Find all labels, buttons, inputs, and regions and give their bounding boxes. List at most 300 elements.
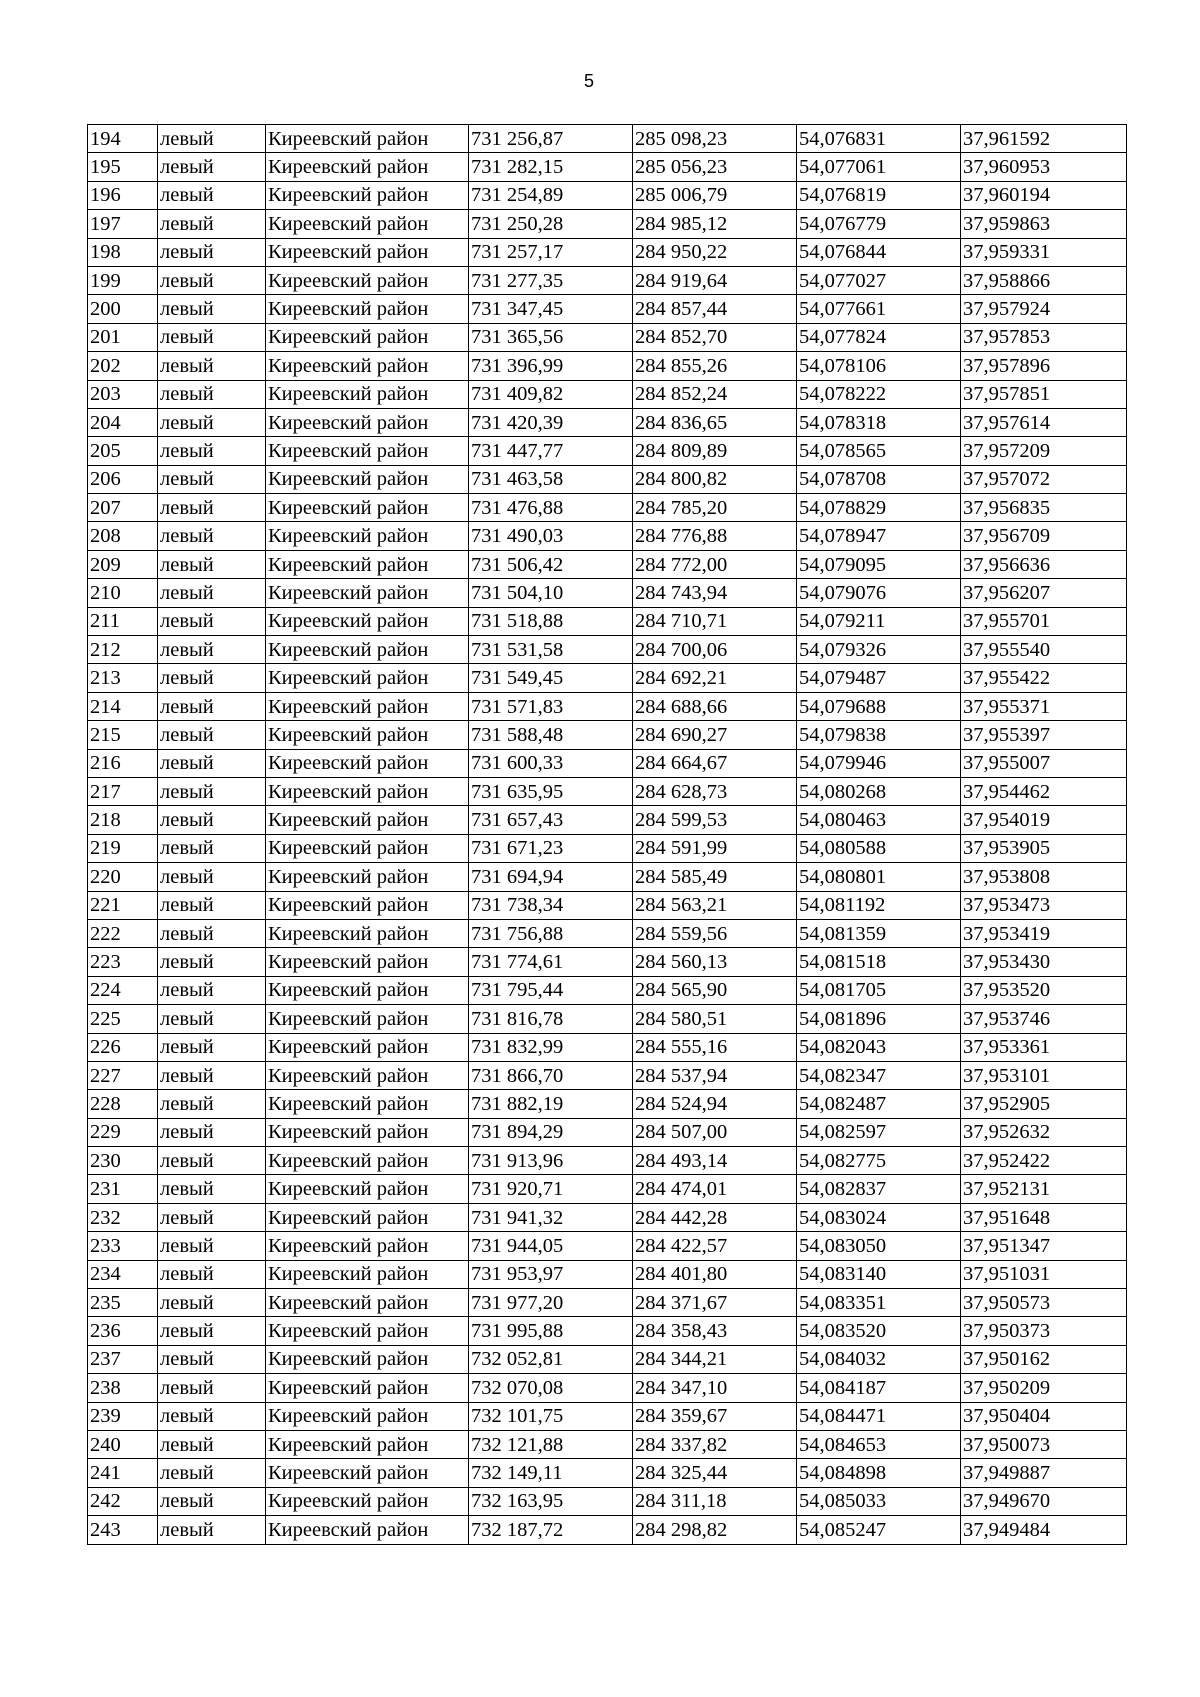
cell-district: Киреевский район — [266, 1289, 469, 1317]
cell-latitude: 54,085033 — [797, 1487, 961, 1515]
cell-district: Киреевский район — [266, 295, 469, 323]
cell-longitude: 37,957896 — [961, 352, 1127, 380]
table-row — [88, 238, 1127, 266]
cell-number: 242 — [88, 1487, 158, 1515]
cell-latitude: 54,084898 — [797, 1459, 961, 1487]
cell-x: 731 866,70 — [469, 1061, 633, 1089]
cell-district: Киреевский район — [266, 636, 469, 664]
cell-number: 234 — [88, 1260, 158, 1288]
cell-district: Киреевский район — [266, 125, 469, 153]
cell-x: 731 447,77 — [469, 437, 633, 465]
cell-x: 732 070,08 — [469, 1374, 633, 1402]
table-row — [88, 976, 1127, 1004]
cell-number: 210 — [88, 579, 158, 607]
table-row — [88, 1033, 1127, 1061]
cell-number: 198 — [88, 238, 158, 266]
cell-x: 731 657,43 — [469, 806, 633, 834]
cell-side: левый — [158, 1005, 266, 1033]
cell-y: 284 565,90 — [633, 976, 797, 1004]
cell-district: Киреевский район — [266, 777, 469, 805]
cell-district: Киреевский район — [266, 919, 469, 947]
cell-number: 228 — [88, 1090, 158, 1118]
table-row — [88, 1175, 1127, 1203]
cell-y: 284 836,65 — [633, 408, 797, 436]
table-row — [88, 1459, 1127, 1487]
cell-latitude: 54,081192 — [797, 891, 961, 919]
table-row — [88, 1402, 1127, 1430]
cell-x: 731 832,99 — [469, 1033, 633, 1061]
cell-number: 207 — [88, 494, 158, 522]
cell-number: 241 — [88, 1459, 158, 1487]
cell-latitude: 54,081359 — [797, 919, 961, 947]
cell-district: Киреевский район — [266, 238, 469, 266]
cell-side: левый — [158, 181, 266, 209]
cell-x: 731 977,20 — [469, 1289, 633, 1317]
cell-number: 232 — [88, 1203, 158, 1231]
cell-number: 226 — [88, 1033, 158, 1061]
cell-longitude: 37,953419 — [961, 919, 1127, 947]
cell-side: левый — [158, 210, 266, 238]
cell-side: левый — [158, 153, 266, 181]
cell-latitude: 54,078829 — [797, 494, 961, 522]
cell-latitude: 54,077661 — [797, 295, 961, 323]
cell-latitude: 54,080801 — [797, 863, 961, 891]
cell-longitude: 37,953430 — [961, 948, 1127, 976]
cell-side: левый — [158, 125, 266, 153]
table-row — [88, 1317, 1127, 1345]
cell-district: Киреевский район — [266, 408, 469, 436]
cell-side: левый — [158, 1345, 266, 1373]
cell-y: 284 800,82 — [633, 465, 797, 493]
table-row — [88, 408, 1127, 436]
cell-district: Киреевский район — [266, 323, 469, 351]
cell-side: левый — [158, 323, 266, 351]
cell-side: левый — [158, 550, 266, 578]
cell-x: 731 282,15 — [469, 153, 633, 181]
cell-longitude: 37,957614 — [961, 408, 1127, 436]
cell-y: 284 628,73 — [633, 777, 797, 805]
cell-y: 285 098,23 — [633, 125, 797, 153]
cell-side: левый — [158, 1033, 266, 1061]
cell-longitude: 37,957853 — [961, 323, 1127, 351]
cell-x: 731 531,58 — [469, 636, 633, 664]
cell-number: 240 — [88, 1430, 158, 1458]
cell-side: левый — [158, 1487, 266, 1515]
cell-district: Киреевский район — [266, 1487, 469, 1515]
cell-district: Киреевский район — [266, 1232, 469, 1260]
cell-x: 731 600,33 — [469, 749, 633, 777]
cell-latitude: 54,076831 — [797, 125, 961, 153]
cell-x: 731 365,56 — [469, 323, 633, 351]
cell-district: Киреевский район — [266, 1005, 469, 1033]
cell-number: 225 — [88, 1005, 158, 1033]
cell-longitude: 37,959331 — [961, 238, 1127, 266]
cell-x: 731 504,10 — [469, 579, 633, 607]
cell-number: 239 — [88, 1402, 158, 1430]
cell-side: левый — [158, 664, 266, 692]
cell-side: левый — [158, 494, 266, 522]
cell-side: левый — [158, 380, 266, 408]
table-row — [88, 579, 1127, 607]
cell-district: Киреевский район — [266, 692, 469, 720]
cell-latitude: 54,077824 — [797, 323, 961, 351]
cell-y: 284 580,51 — [633, 1005, 797, 1033]
table-row — [88, 210, 1127, 238]
cell-latitude: 54,079946 — [797, 749, 961, 777]
cell-y: 284 493,14 — [633, 1147, 797, 1175]
cell-number: 218 — [88, 806, 158, 834]
cell-number: 230 — [88, 1147, 158, 1175]
cell-latitude: 54,083520 — [797, 1317, 961, 1345]
cell-longitude: 37,955701 — [961, 607, 1127, 635]
cell-side: левый — [158, 1459, 266, 1487]
cell-x: 731 995,88 — [469, 1317, 633, 1345]
cell-longitude: 37,955371 — [961, 692, 1127, 720]
cell-y: 284 563,21 — [633, 891, 797, 919]
cell-longitude: 37,960953 — [961, 153, 1127, 181]
cell-longitude: 37,953746 — [961, 1005, 1127, 1033]
cell-latitude: 54,078947 — [797, 522, 961, 550]
cell-latitude: 54,082775 — [797, 1147, 961, 1175]
cell-side: левый — [158, 721, 266, 749]
cell-number: 196 — [88, 181, 158, 209]
cell-y: 284 422,57 — [633, 1232, 797, 1260]
cell-latitude: 54,077027 — [797, 266, 961, 294]
cell-longitude: 37,954462 — [961, 777, 1127, 805]
cell-y: 284 688,66 — [633, 692, 797, 720]
cell-x: 731 920,71 — [469, 1175, 633, 1203]
cell-x: 732 101,75 — [469, 1402, 633, 1430]
cell-longitude: 37,951347 — [961, 1232, 1127, 1260]
cell-y: 284 692,21 — [633, 664, 797, 692]
cell-latitude: 54,080588 — [797, 834, 961, 862]
cell-y: 284 555,16 — [633, 1033, 797, 1061]
cell-x: 731 795,44 — [469, 976, 633, 1004]
cell-side: левый — [158, 1118, 266, 1146]
table-row — [88, 125, 1127, 153]
cell-side: левый — [158, 437, 266, 465]
table-row — [88, 664, 1127, 692]
cell-x: 732 187,72 — [469, 1516, 633, 1544]
table-row — [88, 607, 1127, 635]
cell-district: Киреевский район — [266, 1402, 469, 1430]
cell-number: 203 — [88, 380, 158, 408]
cell-x: 731 506,42 — [469, 550, 633, 578]
cell-longitude: 37,955540 — [961, 636, 1127, 664]
cell-longitude: 37,950573 — [961, 1289, 1127, 1317]
cell-latitude: 54,079688 — [797, 692, 961, 720]
table-row — [88, 1430, 1127, 1458]
cell-number: 199 — [88, 266, 158, 294]
cell-longitude: 37,957209 — [961, 437, 1127, 465]
cell-longitude: 37,955007 — [961, 749, 1127, 777]
cell-number: 206 — [88, 465, 158, 493]
cell-longitude: 37,950404 — [961, 1402, 1127, 1430]
cell-district: Киреевский район — [266, 863, 469, 891]
cell-side: левый — [158, 1061, 266, 1089]
cell-longitude: 37,949670 — [961, 1487, 1127, 1515]
cell-y: 284 690,27 — [633, 721, 797, 749]
cell-y: 284 474,01 — [633, 1175, 797, 1203]
table-row — [88, 919, 1127, 947]
cell-number: 238 — [88, 1374, 158, 1402]
cell-longitude: 37,955397 — [961, 721, 1127, 749]
table-row — [88, 1005, 1127, 1033]
cell-y: 284 809,89 — [633, 437, 797, 465]
cell-longitude: 37,953808 — [961, 863, 1127, 891]
cell-latitude: 54,079211 — [797, 607, 961, 635]
cell-longitude: 37,957924 — [961, 295, 1127, 323]
cell-district: Киреевский район — [266, 437, 469, 465]
cell-latitude: 54,082837 — [797, 1175, 961, 1203]
cell-latitude: 54,083351 — [797, 1289, 961, 1317]
cell-number: 237 — [88, 1345, 158, 1373]
cell-x: 731 476,88 — [469, 494, 633, 522]
table-row — [88, 1203, 1127, 1231]
cell-x: 732 121,88 — [469, 1430, 633, 1458]
table-row — [88, 465, 1127, 493]
cell-side: левый — [158, 806, 266, 834]
cell-x: 731 941,32 — [469, 1203, 633, 1231]
table-row — [88, 437, 1127, 465]
cell-latitude: 54,078318 — [797, 408, 961, 436]
cell-y: 284 985,12 — [633, 210, 797, 238]
cell-y: 284 776,88 — [633, 522, 797, 550]
table-row — [88, 181, 1127, 209]
cell-y: 284 700,06 — [633, 636, 797, 664]
cell-x: 731 250,28 — [469, 210, 633, 238]
cell-x: 731 588,48 — [469, 721, 633, 749]
table-row — [88, 1061, 1127, 1089]
cell-number: 212 — [88, 636, 158, 664]
cell-x: 731 277,35 — [469, 266, 633, 294]
cell-x: 731 894,29 — [469, 1118, 633, 1146]
cell-side: левый — [158, 749, 266, 777]
cell-district: Киреевский район — [266, 550, 469, 578]
cell-latitude: 54,078565 — [797, 437, 961, 465]
cell-x: 732 149,11 — [469, 1459, 633, 1487]
cell-district: Киреевский район — [266, 153, 469, 181]
cell-longitude: 37,950162 — [961, 1345, 1127, 1373]
cell-district: Киреевский район — [266, 806, 469, 834]
cell-number: 211 — [88, 607, 158, 635]
cell-side: левый — [158, 1232, 266, 1260]
cell-district: Киреевский район — [266, 1345, 469, 1373]
cell-y: 284 298,82 — [633, 1516, 797, 1544]
table-row — [88, 380, 1127, 408]
cell-number: 195 — [88, 153, 158, 181]
cell-number: 236 — [88, 1317, 158, 1345]
cell-longitude: 37,959863 — [961, 210, 1127, 238]
cell-latitude: 54,082347 — [797, 1061, 961, 1089]
cell-longitude: 37,953520 — [961, 976, 1127, 1004]
cell-district: Киреевский район — [266, 1061, 469, 1089]
cell-y: 284 560,13 — [633, 948, 797, 976]
cell-latitude: 54,076819 — [797, 181, 961, 209]
cell-y: 284 857,44 — [633, 295, 797, 323]
cell-latitude: 54,083050 — [797, 1232, 961, 1260]
cell-district: Киреевский район — [266, 1090, 469, 1118]
cell-longitude: 37,949887 — [961, 1459, 1127, 1487]
cell-y: 284 401,80 — [633, 1260, 797, 1288]
page-number: 5 — [583, 71, 594, 91]
cell-longitude: 37,953473 — [961, 891, 1127, 919]
cell-side: левый — [158, 522, 266, 550]
cell-number: 216 — [88, 749, 158, 777]
cell-y: 284 344,21 — [633, 1345, 797, 1373]
cell-number: 219 — [88, 834, 158, 862]
table-row — [88, 834, 1127, 862]
cell-side: левый — [158, 1317, 266, 1345]
cell-side: левый — [158, 1090, 266, 1118]
cell-longitude: 37,955422 — [961, 664, 1127, 692]
cell-number: 235 — [88, 1289, 158, 1317]
cell-latitude: 54,082487 — [797, 1090, 961, 1118]
table-row — [88, 1260, 1127, 1288]
cell-number: 197 — [88, 210, 158, 238]
table-row — [88, 1289, 1127, 1317]
cell-longitude: 37,950073 — [961, 1430, 1127, 1458]
cell-number: 224 — [88, 976, 158, 1004]
cell-district: Киреевский район — [266, 522, 469, 550]
coordinates-table — [87, 124, 1127, 1545]
cell-side: левый — [158, 1430, 266, 1458]
cell-side: левый — [158, 976, 266, 1004]
cell-district: Киреевский район — [266, 976, 469, 1004]
cell-district: Киреевский район — [266, 721, 469, 749]
cell-longitude: 37,960194 — [961, 181, 1127, 209]
cell-x: 731 549,45 — [469, 664, 633, 692]
table-row — [88, 1118, 1127, 1146]
cell-x: 731 254,89 — [469, 181, 633, 209]
cell-y: 284 537,94 — [633, 1061, 797, 1089]
table-row — [88, 550, 1127, 578]
cell-side: левый — [158, 834, 266, 862]
cell-number: 227 — [88, 1061, 158, 1089]
cell-side: левый — [158, 1175, 266, 1203]
cell-longitude: 37,951031 — [961, 1260, 1127, 1288]
cell-x: 731 635,95 — [469, 777, 633, 805]
cell-district: Киреевский район — [266, 1459, 469, 1487]
cell-x: 731 409,82 — [469, 380, 633, 408]
cell-y: 284 710,71 — [633, 607, 797, 635]
cell-side: левый — [158, 636, 266, 664]
cell-side: левый — [158, 1402, 266, 1430]
cell-x: 732 052,81 — [469, 1345, 633, 1373]
cell-latitude: 54,079838 — [797, 721, 961, 749]
cell-side: левый — [158, 863, 266, 891]
cell-latitude: 54,081518 — [797, 948, 961, 976]
cell-number: 215 — [88, 721, 158, 749]
cell-side: левый — [158, 352, 266, 380]
cell-y: 284 664,67 — [633, 749, 797, 777]
table-row — [88, 636, 1127, 664]
cell-latitude: 54,076779 — [797, 210, 961, 238]
cell-latitude: 54,084187 — [797, 1374, 961, 1402]
cell-number: 204 — [88, 408, 158, 436]
cell-x: 731 518,88 — [469, 607, 633, 635]
cell-number: 208 — [88, 522, 158, 550]
cell-latitude: 54,083024 — [797, 1203, 961, 1231]
cell-y: 284 358,43 — [633, 1317, 797, 1345]
table-row — [88, 1232, 1127, 1260]
cell-number: 202 — [88, 352, 158, 380]
cell-y: 284 347,10 — [633, 1374, 797, 1402]
cell-y: 284 743,94 — [633, 579, 797, 607]
cell-longitude: 37,950209 — [961, 1374, 1127, 1402]
table-row — [88, 1516, 1127, 1544]
cell-district: Киреевский район — [266, 1203, 469, 1231]
table-row — [88, 692, 1127, 720]
cell-latitude: 54,085247 — [797, 1516, 961, 1544]
cell-district: Киреевский район — [266, 380, 469, 408]
cell-x: 731 882,19 — [469, 1090, 633, 1118]
cell-y: 284 559,56 — [633, 919, 797, 947]
cell-latitude: 54,081896 — [797, 1005, 961, 1033]
cell-longitude: 37,952131 — [961, 1175, 1127, 1203]
cell-x: 731 396,99 — [469, 352, 633, 380]
cell-y: 284 919,64 — [633, 266, 797, 294]
cell-longitude: 37,956835 — [961, 494, 1127, 522]
cell-district: Киреевский район — [266, 579, 469, 607]
cell-side: левый — [158, 1374, 266, 1402]
cell-district: Киреевский район — [266, 834, 469, 862]
cell-district: Киреевский район — [266, 266, 469, 294]
cell-side: левый — [158, 777, 266, 805]
cell-y: 284 950,22 — [633, 238, 797, 266]
cell-latitude: 54,077061 — [797, 153, 961, 181]
cell-longitude: 37,949484 — [961, 1516, 1127, 1544]
cell-longitude: 37,956636 — [961, 550, 1127, 578]
cell-x: 731 347,45 — [469, 295, 633, 323]
cell-latitude: 54,076844 — [797, 238, 961, 266]
cell-side: левый — [158, 1147, 266, 1175]
cell-x: 731 913,96 — [469, 1147, 633, 1175]
cell-longitude: 37,954019 — [961, 806, 1127, 834]
cell-side: левый — [158, 1289, 266, 1317]
cell-district: Киреевский район — [266, 1147, 469, 1175]
cell-district: Киреевский район — [266, 1430, 469, 1458]
cell-district: Киреевский район — [266, 1118, 469, 1146]
cell-district: Киреевский район — [266, 465, 469, 493]
cell-x: 731 953,97 — [469, 1260, 633, 1288]
cell-latitude: 54,082043 — [797, 1033, 961, 1061]
table-row — [88, 1147, 1127, 1175]
cell-district: Киреевский район — [266, 1516, 469, 1544]
cell-side: левый — [158, 579, 266, 607]
cell-longitude: 37,953905 — [961, 834, 1127, 862]
cell-longitude: 37,956207 — [961, 579, 1127, 607]
cell-district: Киреевский район — [266, 749, 469, 777]
cell-district: Киреевский район — [266, 1317, 469, 1345]
cell-number: 201 — [88, 323, 158, 351]
cell-latitude: 54,081705 — [797, 976, 961, 1004]
cell-side: левый — [158, 238, 266, 266]
cell-side: левый — [158, 1516, 266, 1544]
cell-number: 200 — [88, 295, 158, 323]
table-row — [88, 863, 1127, 891]
cell-longitude: 37,953101 — [961, 1061, 1127, 1089]
cell-number: 233 — [88, 1232, 158, 1260]
table-row — [88, 948, 1127, 976]
table-row — [88, 295, 1127, 323]
cell-y: 284 337,82 — [633, 1430, 797, 1458]
cell-latitude: 54,084032 — [797, 1345, 961, 1373]
cell-district: Киреевский район — [266, 1033, 469, 1061]
cell-latitude: 54,083140 — [797, 1260, 961, 1288]
cell-number: 214 — [88, 692, 158, 720]
cell-x: 731 738,34 — [469, 891, 633, 919]
